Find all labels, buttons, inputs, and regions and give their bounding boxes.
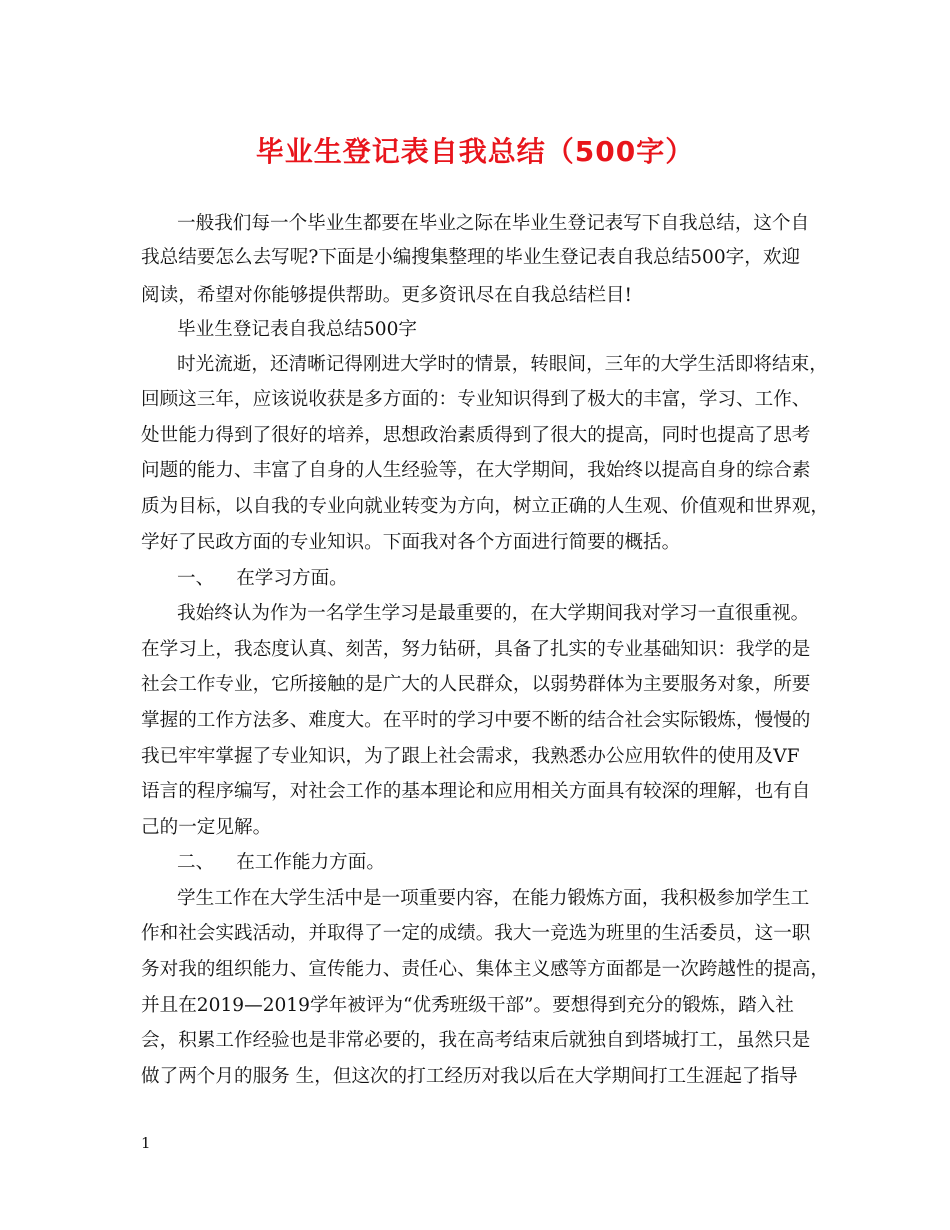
paragraph-line: 做了两个月的服务 生，但这次的打工经历对我以后在大学期间打工生涯起了指导 <box>141 1066 798 1087</box>
intro-line: 我总结要怎么去写呢?下面是小编搜集整理的毕业生登记表自我总结500字，欢迎 <box>141 247 801 268</box>
section-heading <box>177 563 348 595</box>
paragraph-line: 我已牢牢掌握了专业知识，为了跟上社会需求，我熟悉办公应用软件的使用及VF <box>141 746 800 767</box>
section-label: 在学习方面。 <box>236 568 348 589</box>
paragraph-line: 我始终认为作为一名学生学习是最重要的，在大学期间我对学习一直很重视。 <box>177 603 810 624</box>
section-number: 二、 <box>177 852 215 873</box>
section-label: 在工作能力方面。 <box>236 852 385 873</box>
paragraph-line: 学好了民政方面的专业知识。下面我对各个方面进行简要的概括。 <box>141 532 681 553</box>
paragraph-line: 在学习上，我态度认真、刻苦，努力钻研，具备了扎实的专业基础知识：我学的是 <box>141 639 811 660</box>
paragraph-line: 己的一定见解。 <box>141 817 272 838</box>
page-number: 1 <box>141 1134 151 1152</box>
intro-line: 一般我们每一个毕业生都要在毕业之际在毕业生登记表写下自我总结，这个自 <box>177 213 810 234</box>
paragraph-line: 质为目标，以自我的专业向就业转变为方向，树立正确的人生观、价值观和世界观， <box>141 496 829 517</box>
paragraph-line: 作和社会实践活动，并取得了一定的成绩。我大一竞选为班里的生活委员，这一职 <box>141 923 811 944</box>
paragraph-line: 掌握的工作方法多、难度大。在平时的学习中要不断的结合社会实际锻炼，慢慢的 <box>141 710 811 731</box>
paragraph-line: 处世能力得到了很好的培养，思想政治素质得到了很大的提高，同时也提高了思考 <box>141 425 811 446</box>
paragraph-line: 语言的程序编写，对社会工作的基本理论和应用相关方面具有较深的理解，也有自 <box>141 781 811 802</box>
paragraph-line: 社会工作专业，它所接触的是广大的人民群众，以弱势群体为主要服务对象，所要 <box>141 674 811 695</box>
paragraph-line: 问题的能力、丰富了自身的人生经验等，在大学期间，我始终以提高自身的综合素 <box>141 460 811 481</box>
paragraph-line: 回顾这三年，应该说收获是多方面的：专业知识得到了极大的丰富，学习、工作、 <box>141 389 811 410</box>
paragraph-line: 并且在2019—2019学年被评为“优秀班级干部”。要想得到充分的锻炼，踏入社 <box>141 995 794 1016</box>
section-number: 一、 <box>177 568 215 589</box>
paragraph-line: 会，积累工作经验也是非常必要的，我在高考结束后就独自到塔城打工，虽然只是 <box>141 1030 811 1051</box>
paragraph-line: 学生工作在大学生活中是一项重要内容，在能力锻炼方面，我积极参加学生工 <box>177 888 810 909</box>
document-title: 毕业生登记表自我总结（500字） <box>255 135 695 168</box>
intro-line: 阅读，希望对你能够提供帮助。更多资讯尽在自我总结栏目! <box>141 285 632 306</box>
subtitle: 毕业生登记表自我总结500字 <box>177 319 418 340</box>
paragraph-line: 时光流逝，还清晰记得刚进大学时的情景，转眼间，三年的大学生活即将结束， <box>177 354 828 375</box>
section-heading <box>177 847 385 879</box>
paragraph-line: 务对我的组织能力、宣传能力、责任心、集体主义感等方面都是一次跨越性的提高， <box>141 959 829 980</box>
